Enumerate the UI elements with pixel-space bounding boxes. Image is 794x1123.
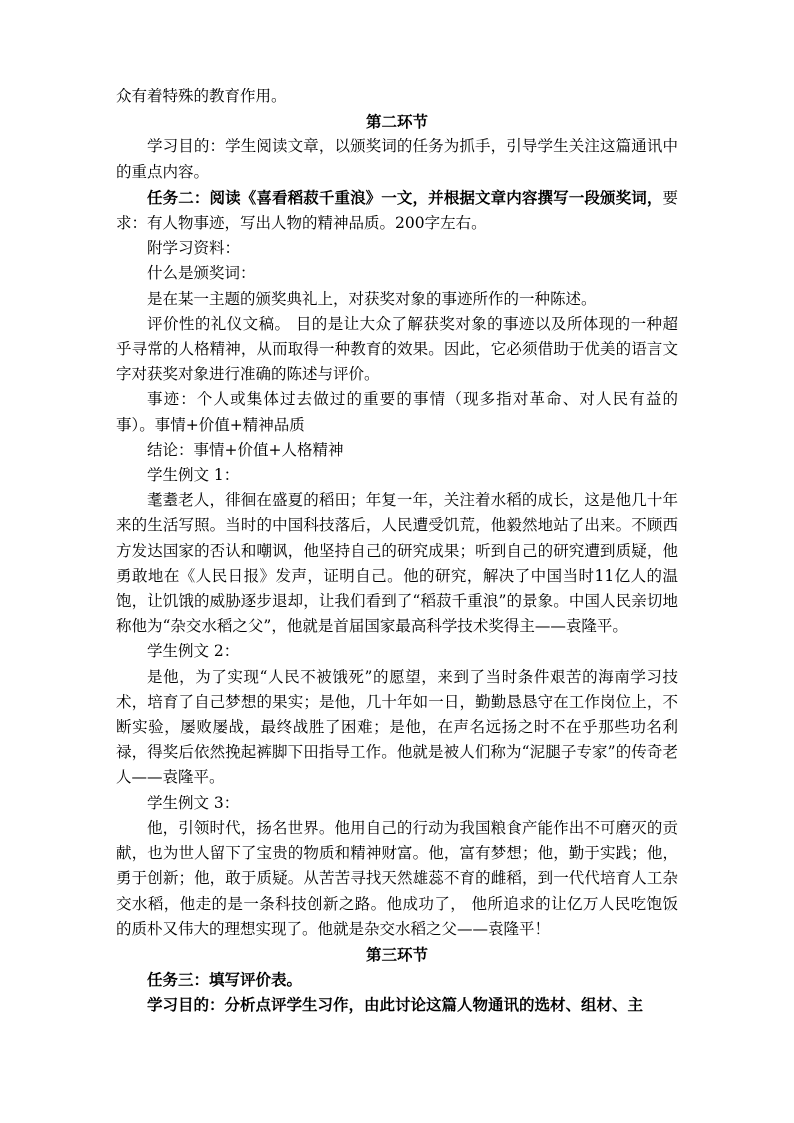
example-3-text: 他，引领时代，扬名世界。他用自己的行动为我国粮食产能作出不可磨灭的贡献，也为世人留下了宝贵的物质和精神财富。他，富有梦想；他，勤于实践；他，勇于创新；他，敢于质疑。从苦苦寻找天然雄蕊不育的雌稻，到一代代培育人工杂交水稻，他走的是一条科技创新之路。他成功了， 他所追求的让亿万人民吃饱饭的质朴又伟大的理想实现了。他就是杂交水稻之父——袁隆平！: [116, 818, 678, 938]
paragraph-what-is: 什么是颁奖词：: [147, 264, 256, 283]
example-1-label: 学生例文 1：: [147, 466, 240, 485]
example-2-label: 学生例文 2：: [147, 642, 240, 661]
task-2-requirement: 要求：有人物事迹，写出人物的精神品质。200字左右。: [116, 188, 678, 233]
example-1-text: 耄耋老人，徘徊在盛夏的稻田；年复一年，关注着水稻的成长，这是他几十年来的生活写照。当时的中国科技落后，人民遭受饥荒，他毅然地站了出来。不顾西方发达国家的否认和嘲讽，他坚持自己的研究成果；听到自己的研究遭到质疑，他勇敢地在《人民日报》发声，证明自己。他的研究，解决了中国当时11亿人的温饱，让饥饿的威胁逐步退却，让我们看到了“稻菽千重浪”的景象。中国人民亲切地称他为“杂交水稻之父”，他就是首届国家最高科学技术奖得主——袁隆平。: [116, 491, 678, 636]
paragraph-intro-tail: 众有着特殊的教育作用。: [116, 87, 287, 105]
paragraph-deeds: 事迹：个人或集体过去做过的重要的事情（现多指对革命、对人民有益的事）。事情+价值+精神品质: [116, 390, 678, 434]
task-3-title: 任务三：填写评价表。: [147, 970, 303, 990]
example-3-label: 学生例文 3：: [147, 793, 240, 812]
paragraph-definition: 是在某一主题的颁奖典礼上，对获奖对象的事迹所作的一种陈述。: [147, 289, 597, 308]
section-heading-3: 第三环节: [365, 944, 428, 964]
paragraph-materials: 附学习资料：: [147, 239, 241, 258]
learning-goal-3: 学习目的：分析点评学生习作，由此讨论这篇人物通讯的选材、组材、主: [147, 995, 644, 1015]
paragraph-learning-goal-2: 学习目的：学生阅读文章，以颁奖词的任务为抓手，引导学生关注这篇通讯中的重点内容。: [116, 137, 678, 181]
document-page: [116, 84, 678, 1018]
paragraph-evaluation: 评价性的礼仪文稿。 目的是让大众了解获奖对象的事迹以及所体现的一种超乎寻常的人格精神，从而取得一种教育的效果。因此，它必须借助于优美的语言文字对获奖对象进行准确的陈述与评价。: [116, 314, 678, 384]
paragraph-task-2: [116, 185, 678, 236]
section-heading-2: 第二环节: [365, 112, 428, 132]
task-2-title: 任务二：阅读《喜看稻菽千重浪》一文，并根据文章内容撰写一段颁奖词，: [147, 187, 663, 207]
example-2-text: 是他，为了实现“人民不被饿死”的愿望，来到了当时条件艰苦的海南学习技术，培育了自己梦想的果实；是他，几十年如一日，勤勤恳恳守在工作岗位上，不断实验，屡败屡战，最终战胜了困难；是他，在声名远扬之时不在乎那些功名利禄，得奖后依然挽起裤脚下田指导工作。他就是被人们称为“泥腿子专家”的传奇老人——袁隆平。: [116, 667, 678, 787]
paragraph-conclusion: 结论：事情+价值+人格精神: [147, 440, 344, 459]
